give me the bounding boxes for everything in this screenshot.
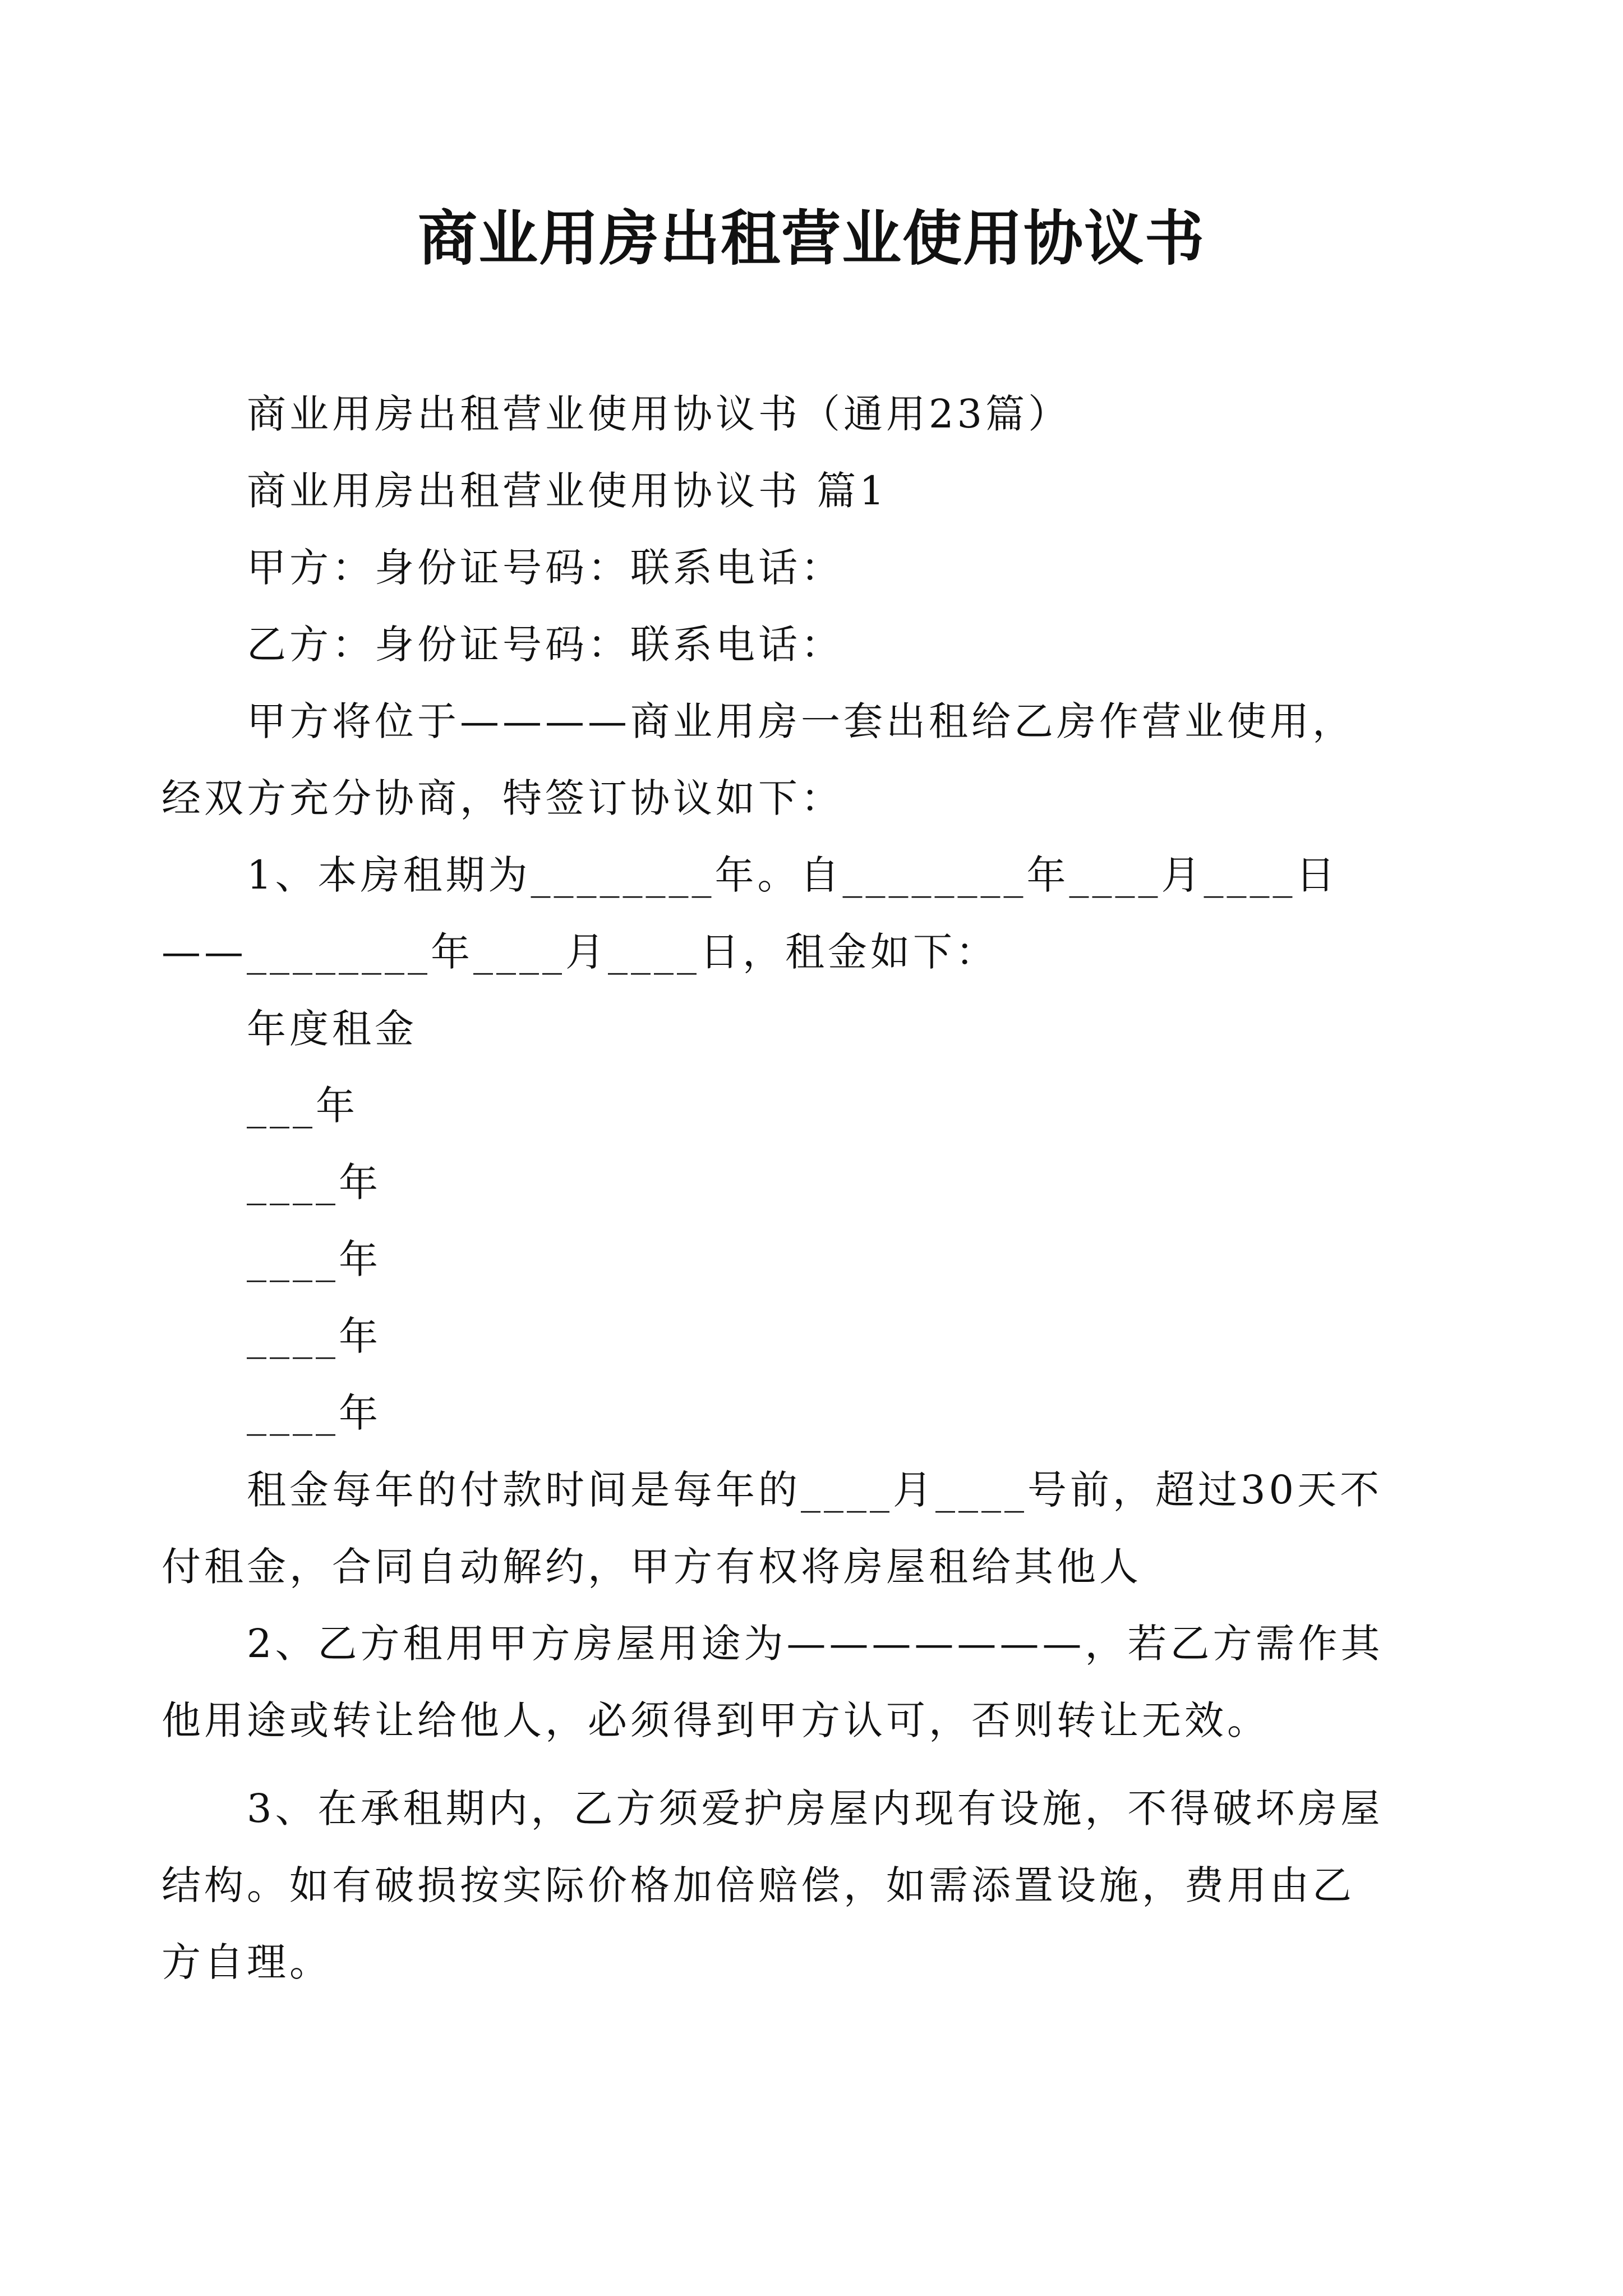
paragraph-collection-heading: 商业用房出租营业使用协议书（通用23篇）: [247, 391, 1071, 437]
paragraph-article-heading: 商业用房出租营业使用协议书 篇1: [247, 468, 888, 514]
paragraph-clause-2: 2、乙方租用甲方房屋用途为———————，若乙方需作其他用途或转让给他人，必须得到甲方认可，否则转让无效。: [162, 1621, 1384, 1743]
paragraph-annual-rent-label: 年度租金: [247, 1006, 417, 1052]
paragraph-payment-terms: 租金每年的付款时间是每年的____月____号前，超过30天不付租金，合同自动解约，甲方有权将房屋租给其他人: [162, 1467, 1383, 1590]
paragraph-year-line: ___年: [247, 1083, 358, 1129]
paragraph-clause-1: 1、本房租期为________年。自________年____月____日——________年____月____日，租金如下：: [162, 852, 1339, 975]
document-body: [162, 376, 1391, 2001]
paragraph-party-a: 甲方：身份证号码：联系电话：: [247, 545, 843, 591]
paragraph-party-b: 乙方：身份证号码：联系电话：: [247, 622, 843, 668]
paragraph-year-line: ____年: [247, 1390, 381, 1436]
paragraph-intro: 甲方将位于————商业用房一套出租给乙房作营业使用，经双方充分协商，特签订协议如下：: [162, 698, 1355, 821]
paragraph-clause-3: 3、在承租期内，乙方须爱护房屋内现有设施，不得破坏房屋结构。如有破损按实际价格加倍赔偿，如需添置设施，费用由乙方自理。: [162, 1786, 1384, 1985]
paragraph-year-line: ____年: [247, 1236, 381, 1282]
paragraph-year-line: ____年: [247, 1159, 381, 1205]
document-title: 商业用房出租营业使用协议书: [418, 203, 1205, 273]
paragraph-year-line: ____年: [247, 1313, 381, 1359]
